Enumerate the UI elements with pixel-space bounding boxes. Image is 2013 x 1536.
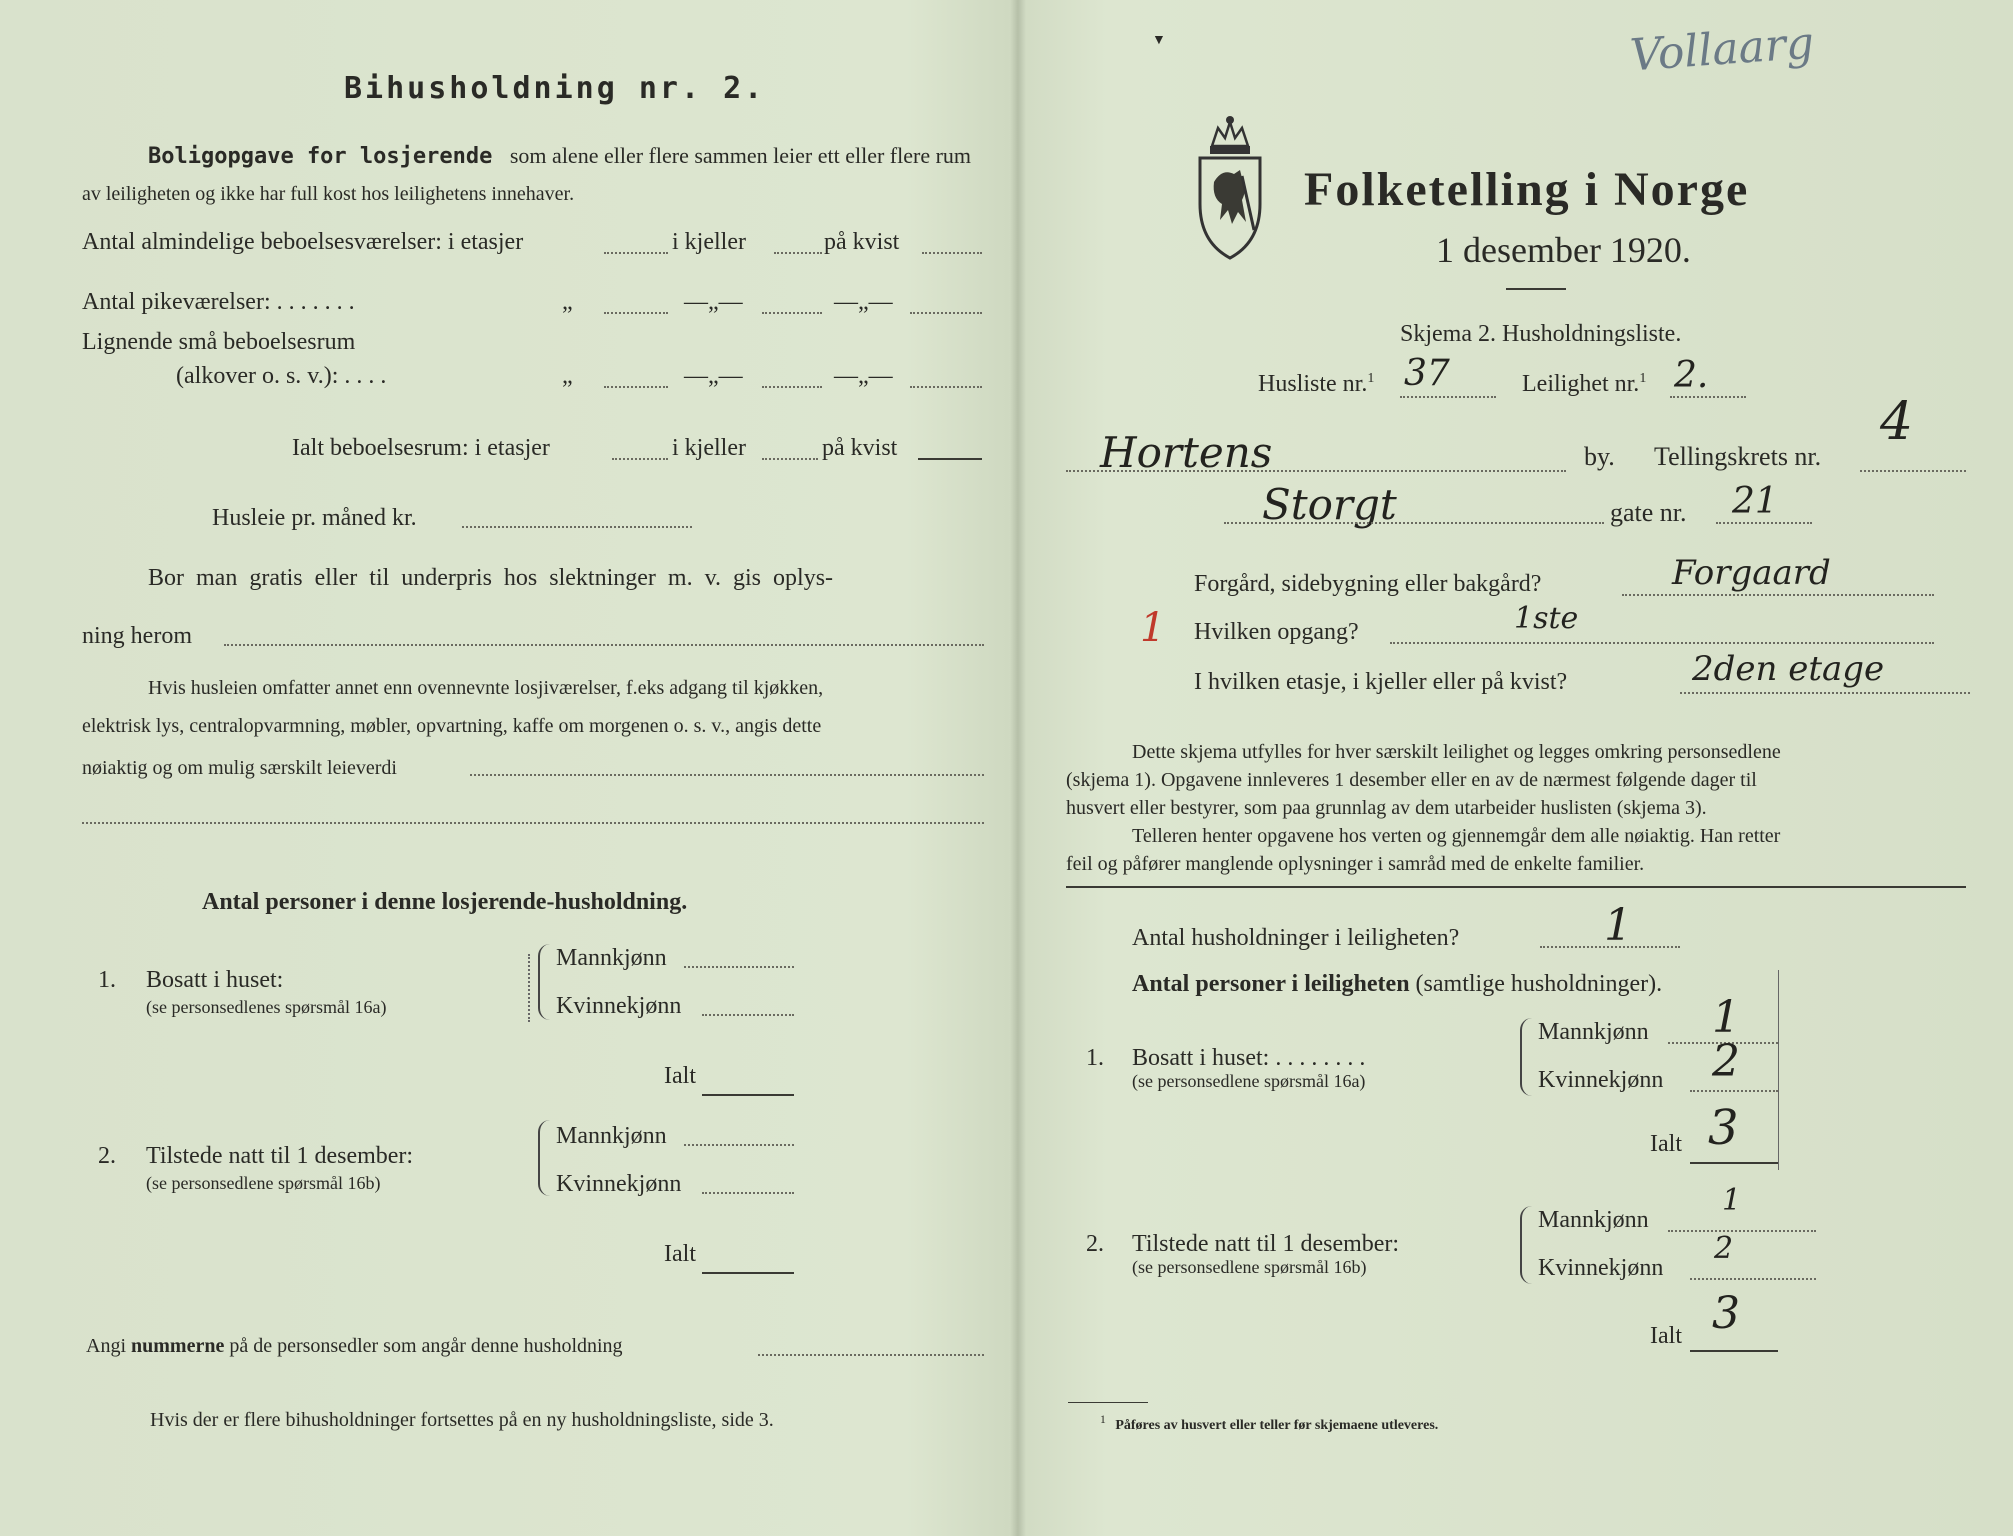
- alm-kjeller-field[interactable]: [774, 252, 822, 254]
- r-q2-kvinne-field[interactable]: [1690, 1278, 1816, 1280]
- title-rule: [1506, 288, 1566, 290]
- etasje-field[interactable]: [1680, 692, 1970, 694]
- l-q2-ialt-field[interactable]: [702, 1272, 794, 1274]
- l-q2-mann-label: Mannkjønn: [556, 1123, 667, 1149]
- husleie-field[interactable]: [462, 526, 692, 528]
- husleie-label: Husleie pr. måned kr.: [212, 505, 417, 531]
- lign-ditto-1: „: [562, 363, 573, 389]
- ialt-kvist-field[interactable]: [918, 458, 982, 460]
- instr-line-2: (skjema 1). Opgavene innleveres 1 desember eller en av de nærmest følgende dager til: [1066, 769, 1757, 791]
- pike-ditto-3: —„—: [834, 289, 893, 315]
- left-footer: Hvis der er flere bihusholdninger fortsettes på en ny husholdningsliste, side 3.: [150, 1409, 774, 1431]
- r-q1-vline: [1778, 970, 1779, 1170]
- r-q1-kvinne-value: 2: [1712, 1036, 1740, 1087]
- l-q2-brace: [538, 1120, 550, 1196]
- norwegian-coat-of-arms-icon: [1192, 112, 1268, 260]
- instr-line-5: feil og påfører manglende oplysninger i samråd med de enkelte familier.: [1066, 853, 1645, 875]
- husliste-footnote-ref: 1: [1367, 371, 1375, 386]
- angi-bold: nummerne: [131, 1335, 225, 1357]
- gratis-line-1: Bor man gratis eller til underpris hos slektninger m. v. gis oplys-: [148, 565, 834, 591]
- hvis-line-2: elektrisk lys, centralopvarmning, møbler, opvartning, kaffe om morgenen o. s. v., angis dette: [82, 715, 822, 737]
- by-value: Hortens: [1100, 428, 1273, 477]
- l-q2-mann-field[interactable]: [684, 1144, 794, 1146]
- leilighet-label: [1522, 372, 1646, 396]
- intro-bold: Boligopgave for losjerende: [148, 144, 493, 169]
- husliste-label: [1258, 372, 1374, 396]
- red-pencil-mark: 1: [1140, 605, 1166, 651]
- r-q2-brace: [1520, 1206, 1532, 1284]
- instr-line-3: husvert eller bestyrer, som paa grunnlag av dem utarbeider huslisten (skjema 3).: [1066, 797, 1707, 819]
- l-q2-ialt-label: Ialt: [664, 1241, 696, 1267]
- l-q1-ialt-field[interactable]: [702, 1094, 794, 1096]
- antal-pers-line: [1132, 972, 1662, 996]
- l-q1-sub: (se personsedlenes spørsmål 16a): [146, 997, 387, 1017]
- gate-value: Storgt: [1262, 480, 1397, 529]
- r-q2-ialt-label: Ialt: [1650, 1323, 1682, 1349]
- footnote-rule: [1068, 1402, 1148, 1403]
- instr-rule: [1066, 886, 1966, 888]
- leilighet-field[interactable]: [1670, 396, 1746, 398]
- lign-etasjer-field[interactable]: [604, 386, 668, 388]
- corner-mark: ▼: [1152, 33, 1166, 48]
- pike-kvist-field[interactable]: [910, 312, 982, 314]
- l-q1-mann-field[interactable]: [684, 966, 794, 968]
- r-q1-mann-label: Mannkjønn: [1538, 1019, 1649, 1045]
- alm-label: Antal almindelige beboelsesværelser: i etasjer: [82, 229, 524, 255]
- l-q2-kvinne-label: Kvinnekjønn: [556, 1171, 682, 1197]
- krets-value: 4: [1880, 392, 1914, 452]
- left-title: Bihusholdning nr. 2.: [344, 71, 766, 106]
- r-q1-num: 1.: [1086, 1045, 1104, 1071]
- instr-line-4: Telleren henter opgavene hos verten og gjennemgår dem alle nøiaktig. Han retter: [1132, 825, 1781, 847]
- pike-kjeller-field[interactable]: [762, 312, 822, 314]
- r-q2-sub: (se personsedlene spørsmål 16b): [1132, 1257, 1367, 1277]
- by-label: by.: [1584, 442, 1615, 471]
- alm-kvist-label: på kvist: [824, 229, 900, 255]
- l-q1-num: 1.: [98, 967, 116, 993]
- ialt-label: Ialt beboelsesrum: i etasjer: [292, 435, 550, 461]
- lign-ditto-3: —„—: [834, 363, 893, 389]
- ialt-kvist-label: på kvist: [822, 435, 898, 461]
- r-q2-mann-field[interactable]: [1668, 1230, 1816, 1232]
- husliste-field[interactable]: [1400, 396, 1496, 398]
- l-q1-label: Bosatt i huset:: [146, 967, 284, 993]
- r-q1-label: Bosatt i huset: . . . . . . . .: [1132, 1045, 1366, 1071]
- gratis-line-2: ning herom: [82, 623, 192, 649]
- angi-rest: på de personsedler som angår denne husholdning: [229, 1335, 623, 1357]
- r-q1-kvinne-label: Kvinnekjønn: [1538, 1067, 1664, 1093]
- l-q1-ialt-label: Ialt: [664, 1063, 696, 1089]
- intro-line-1: [148, 145, 971, 168]
- lign-label-1: Lignende små beboelsesrum: [82, 329, 356, 355]
- lign-kjeller-field[interactable]: [762, 386, 822, 388]
- r-q2-kvinne-value: 2: [1714, 1231, 1734, 1266]
- l-q1-dots: [528, 954, 530, 1022]
- r-q2-mann-value: 1: [1722, 1183, 1742, 1218]
- leilighet-label-text: Leilighet nr.: [1522, 371, 1640, 397]
- hvis-line-1: Hvis husleien omfatter annet enn ovennevnte losjiværelser, f.eks adgang til kjøkken,: [148, 677, 824, 699]
- lign-kvist-field[interactable]: [910, 386, 982, 388]
- gate-field[interactable]: [1224, 522, 1604, 524]
- r-q2-num: 2.: [1086, 1231, 1104, 1257]
- footnote-text: Påføres av husvert eller teller før skjemaene utleveres.: [1115, 1417, 1439, 1433]
- r-q1-ialt-field[interactable]: [1690, 1162, 1778, 1164]
- opgang-field[interactable]: [1390, 642, 1934, 644]
- angi-pre: Angi: [86, 1335, 126, 1357]
- gratis-field[interactable]: [224, 644, 984, 646]
- ialt-kjeller-label: i kjeller: [672, 435, 746, 461]
- opgang-value: 1ste: [1514, 601, 1579, 636]
- alm-etasjer-field[interactable]: [604, 252, 668, 254]
- leilighet-value: 2.: [1674, 355, 1709, 396]
- r-q2-kvinne-label: Kvinnekjønn: [1538, 1255, 1664, 1281]
- footnote: [1100, 1414, 1438, 1433]
- leieverdi-field[interactable]: [470, 774, 984, 776]
- r-q1-brace: [1520, 1018, 1532, 1096]
- antal-hush-label: Antal husholdninger i leiligheten?: [1132, 925, 1460, 951]
- pike-etasjer-field[interactable]: [604, 312, 668, 314]
- ialt-etasjer-field[interactable]: [612, 458, 668, 460]
- l-q1-kvinne-field[interactable]: [702, 1014, 794, 1016]
- antal-pers-rest: (samtlige husholdninger).: [1415, 971, 1663, 997]
- krets-field[interactable]: [1860, 470, 1966, 472]
- antal-hush-field[interactable]: [1540, 946, 1680, 948]
- r-q1-mann-value: 1: [1712, 992, 1740, 1043]
- husliste-label-text: Husliste nr.: [1258, 371, 1368, 397]
- r-q2-ialt-field[interactable]: [1690, 1350, 1778, 1352]
- krets-label: Tellingskrets nr.: [1654, 442, 1822, 471]
- l-q1-brace: [538, 944, 550, 1020]
- instr-line-1: Dette skjema utfylles for hver særskilt leilighet og legges omkring personsedlene: [1132, 741, 1781, 763]
- right-date: 1 desember 1920.: [1436, 230, 1691, 270]
- forgard-field[interactable]: [1622, 594, 1934, 596]
- l-q2-label: Tilstede natt til 1 desember:: [146, 1143, 414, 1169]
- antal-hush-value: 1: [1604, 900, 1632, 951]
- lign-ditto-2: —„—: [684, 363, 743, 389]
- l-q2-sub: (se personsedlene spørsmål 16b): [146, 1173, 381, 1193]
- leilighet-footnote-ref: 1: [1639, 371, 1647, 386]
- antal-title: Antal personer i denne losjerende-husholdning.: [202, 889, 688, 915]
- r-q2-label: Tilstede natt til 1 desember:: [1132, 1231, 1400, 1257]
- pike-ditto-1: „: [562, 289, 573, 315]
- r-q1-ialt-value: 3: [1708, 1100, 1739, 1156]
- etasje-label: I hvilken etasje, i kjeller eller på kvist?: [1194, 669, 1568, 695]
- gate-label: gate nr.: [1610, 498, 1687, 527]
- forgard-label: Forgård, sidebygning eller bakgård?: [1194, 571, 1542, 597]
- l-q2-num: 2.: [98, 1143, 116, 1169]
- by-field[interactable]: [1066, 470, 1566, 472]
- skjema-line: Skjema 2. Husholdningsliste.: [1400, 321, 1682, 347]
- r-q1-ialt-label: Ialt: [1650, 1131, 1682, 1157]
- r-q2-ialt-value: 3: [1712, 1288, 1740, 1339]
- alm-kjeller-label: i kjeller: [672, 229, 746, 255]
- hvis-line-3: nøiaktig og om mulig særskilt leieverdi: [82, 757, 397, 779]
- right-title: Folketelling i Norge: [1304, 163, 1750, 216]
- husliste-value: 37: [1404, 353, 1450, 394]
- l-q2-kvinne-field[interactable]: [702, 1192, 794, 1194]
- ialt-kjeller-field[interactable]: [762, 458, 818, 460]
- pike-label: Antal pikeværelser: . . . . . . .: [82, 289, 355, 315]
- intro-rest: som alene eller flere sammen leier ett eller flere rum: [509, 143, 972, 168]
- forgard-value: Forgaard: [1672, 553, 1831, 593]
- gate-nr-value: 21: [1732, 481, 1778, 522]
- r-q1-sub: (se personsedlene spørsmål 16a): [1132, 1071, 1366, 1091]
- corner-annotation: Vollaarg: [1628, 17, 1816, 82]
- angi-line: [86, 1336, 623, 1356]
- lign-label-2: (alkover o. s. v.): . . . .: [176, 363, 387, 389]
- page-fold: [1010, 0, 1026, 1536]
- l-q1-kvinne-label: Kvinnekjønn: [556, 993, 682, 1019]
- l-q1-mann-label: Mannkjønn: [556, 945, 667, 971]
- pike-ditto-2: —„—: [684, 289, 743, 315]
- footnote-num: 1: [1100, 1413, 1106, 1426]
- r-q1-kvinne-field[interactable]: [1690, 1090, 1778, 1092]
- leieverdi-field-2[interactable]: [82, 822, 984, 824]
- angi-field[interactable]: [758, 1354, 984, 1356]
- etasje-value: 2den etage: [1692, 649, 1885, 689]
- gate-nr-field[interactable]: [1716, 522, 1812, 524]
- r-q2-mann-label: Mannkjønn: [1538, 1207, 1649, 1233]
- opgang-label: Hvilken opgang?: [1194, 619, 1359, 645]
- intro-line-2: av leiligheten og ikke har full kost hos leilighetens innehaver.: [82, 183, 575, 205]
- alm-kvist-field[interactable]: [922, 252, 982, 254]
- antal-pers-bold: Antal personer i leiligheten: [1132, 971, 1410, 997]
